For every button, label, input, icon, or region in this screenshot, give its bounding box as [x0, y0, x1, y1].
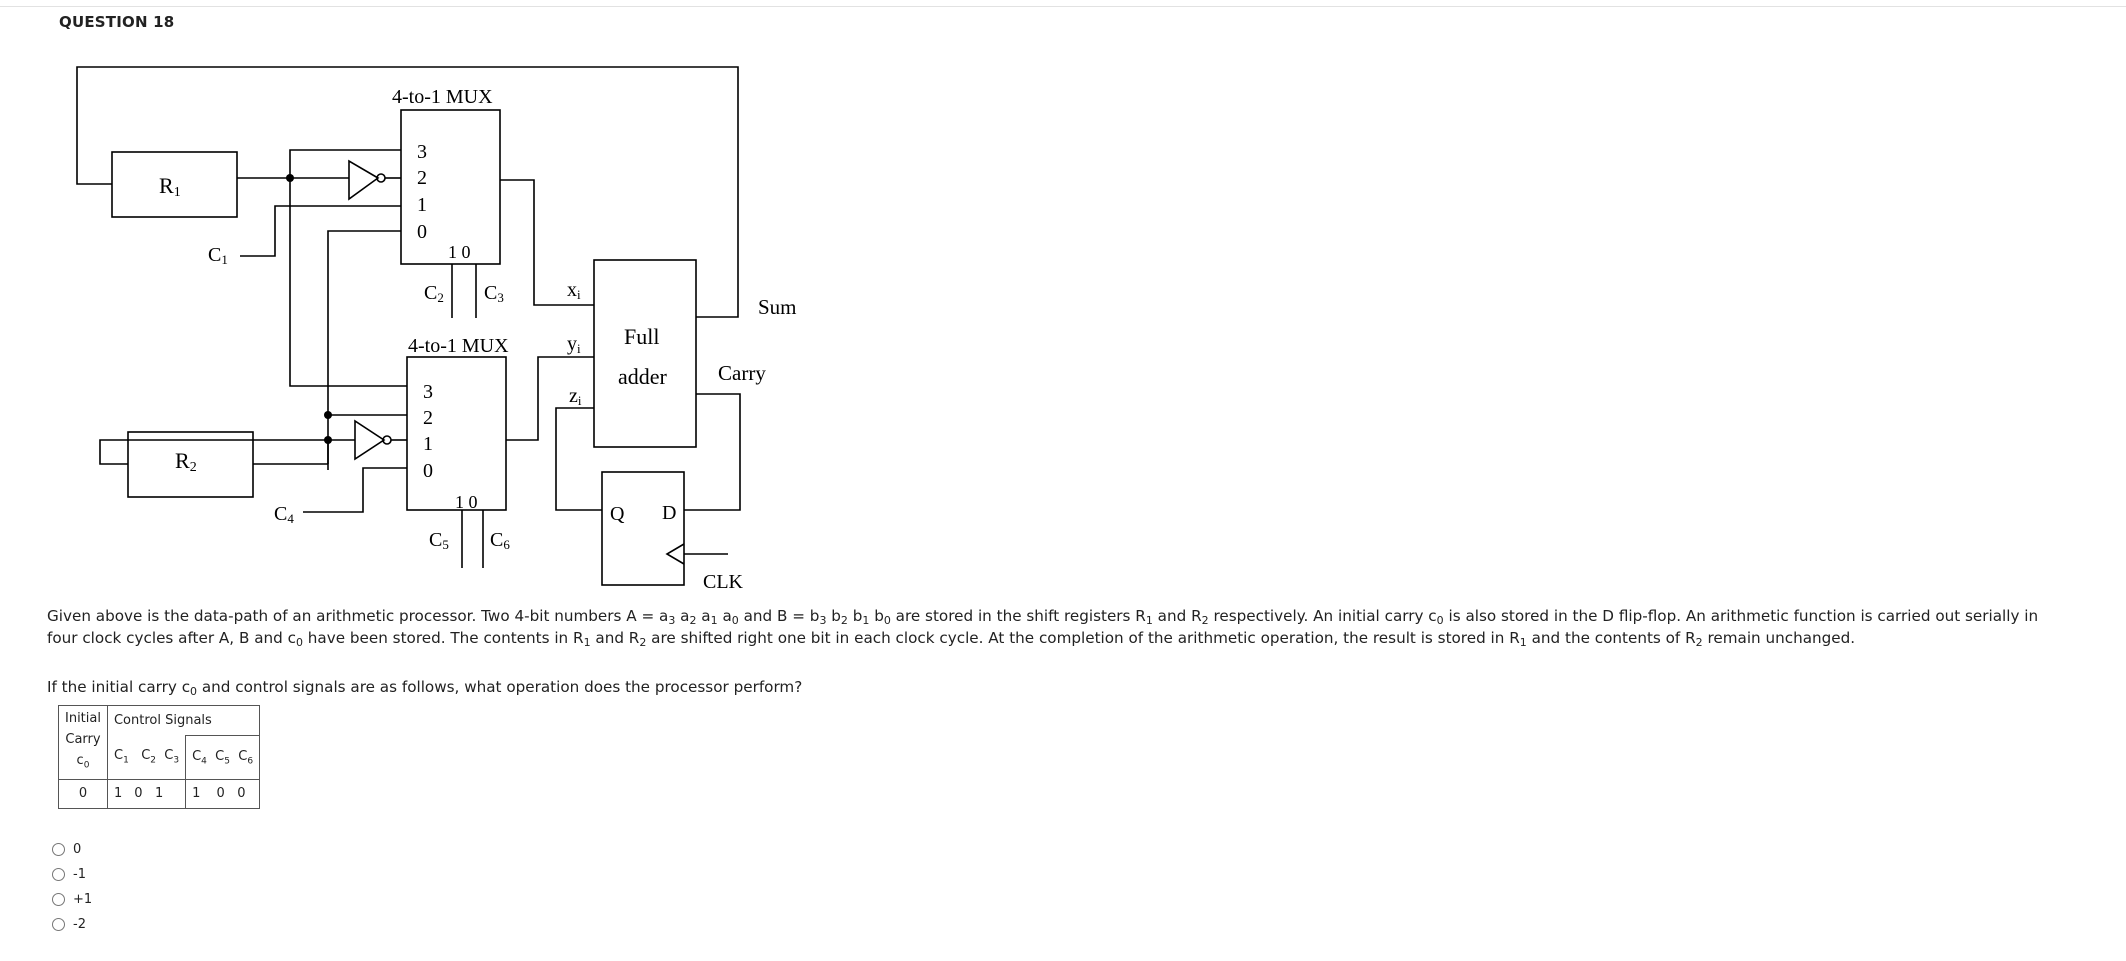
mux-bottom-in0: 0 [423, 460, 433, 482]
label-zi: zi [569, 385, 582, 408]
radio-button[interactable] [52, 893, 65, 906]
full-adder [594, 260, 696, 447]
mux-bottom-in1: 1 [423, 433, 433, 455]
option-label[interactable]: 0 [73, 842, 82, 857]
header-c1-c3: $C_1$ $C_2$ $C_3$ [107, 736, 185, 780]
label-r2: R2 [175, 448, 197, 475]
label-c6: C6 [490, 529, 510, 552]
mux-top-select-bits: 1 0 [448, 242, 471, 262]
adder-label-adder: adder [618, 364, 667, 389]
label-c3: C3 [484, 282, 504, 305]
option-0[interactable] [52, 837, 92, 862]
mux-bottom-select-bits: 1 0 [455, 492, 478, 512]
label-clk: CLK [703, 571, 743, 593]
question-description: Given above is the data-path of an arithmetic processor. Two 4-bit numbers $A = a_3$ $a_2$ $a_1$ $a_0$ and $B = b_3$ $b_2$ $b_1$ $b_0$ are stored in the shift registers $R_1$ and $R_2$ respectively. An initial carry $c_0$ is also stored in the D flip-flop. An arithmetic function is carried out serially in four clock cycles after A, B and $c_0$ have been stored. The contents in $R_1$ and $R_2$ are shifted right one bit in each clock cycle. At the completion of the arithmetic operation, the result is stored in $R_1$ and the contents of $R_2$ remain unchanged. [47, 607, 2039, 649]
question-title: QUESTION 18 [59, 13, 175, 31]
option-label[interactable]: -2 [73, 917, 86, 932]
label-sum: Sum [758, 295, 797, 319]
adder-label-full: Full [624, 324, 660, 349]
header-initial-carry: Initial Carry $c_0$ [59, 706, 108, 780]
d-flipflop [602, 472, 684, 585]
answer-options [52, 837, 92, 937]
mux-top-in3: 3 [417, 141, 427, 163]
mux-top [401, 110, 500, 264]
label-r1: R1 [159, 173, 181, 200]
ff-label-q: Q [610, 503, 625, 525]
values-c4-c6: 1 0 0 [186, 779, 260, 808]
option-minus-2[interactable] [52, 912, 92, 937]
mux-top-in0: 0 [417, 221, 427, 243]
option-label[interactable]: -1 [73, 867, 86, 882]
mux-top-in2: 2 [417, 167, 427, 189]
label-yi: yi [567, 333, 581, 356]
mux-bottom-in3: 3 [423, 381, 433, 403]
label-c4: C4 [274, 503, 294, 526]
radio-button[interactable] [52, 868, 65, 881]
option-plus-1[interactable] [52, 887, 92, 912]
label-carry: Carry [718, 361, 766, 385]
header-c4-c6: $C_4$ $C_5$ $C_6$ [186, 736, 260, 780]
label-c5: C5 [429, 529, 449, 552]
mux-top-label: 4-to-1 MUX [392, 86, 493, 108]
control-signals-table [58, 705, 260, 809]
label-c2: C2 [424, 282, 444, 305]
option-label[interactable]: +1 [73, 892, 93, 907]
ff-label-d: D [662, 502, 677, 524]
mux-bottom-in2: 2 [423, 407, 433, 429]
value-c0: 0 [59, 779, 108, 808]
option-minus-1[interactable] [52, 862, 92, 887]
question-prompt: If the initial carry $c_0$ and control signals are as follows, what operation does the processor perform? [47, 678, 803, 698]
header-control-signals: Control Signals [107, 706, 259, 736]
values-c1-c3: 1 0 1 [107, 779, 185, 808]
label-xi: xi [567, 279, 581, 302]
radio-button[interactable] [52, 843, 65, 856]
clk-triangle [667, 544, 684, 564]
radio-button[interactable] [52, 918, 65, 931]
mux-top-in1: 1 [417, 194, 427, 216]
mux-bottom [407, 357, 506, 510]
mux-bottom-label: 4-to-1 MUX [408, 335, 509, 357]
label-c1: C1 [208, 244, 228, 267]
